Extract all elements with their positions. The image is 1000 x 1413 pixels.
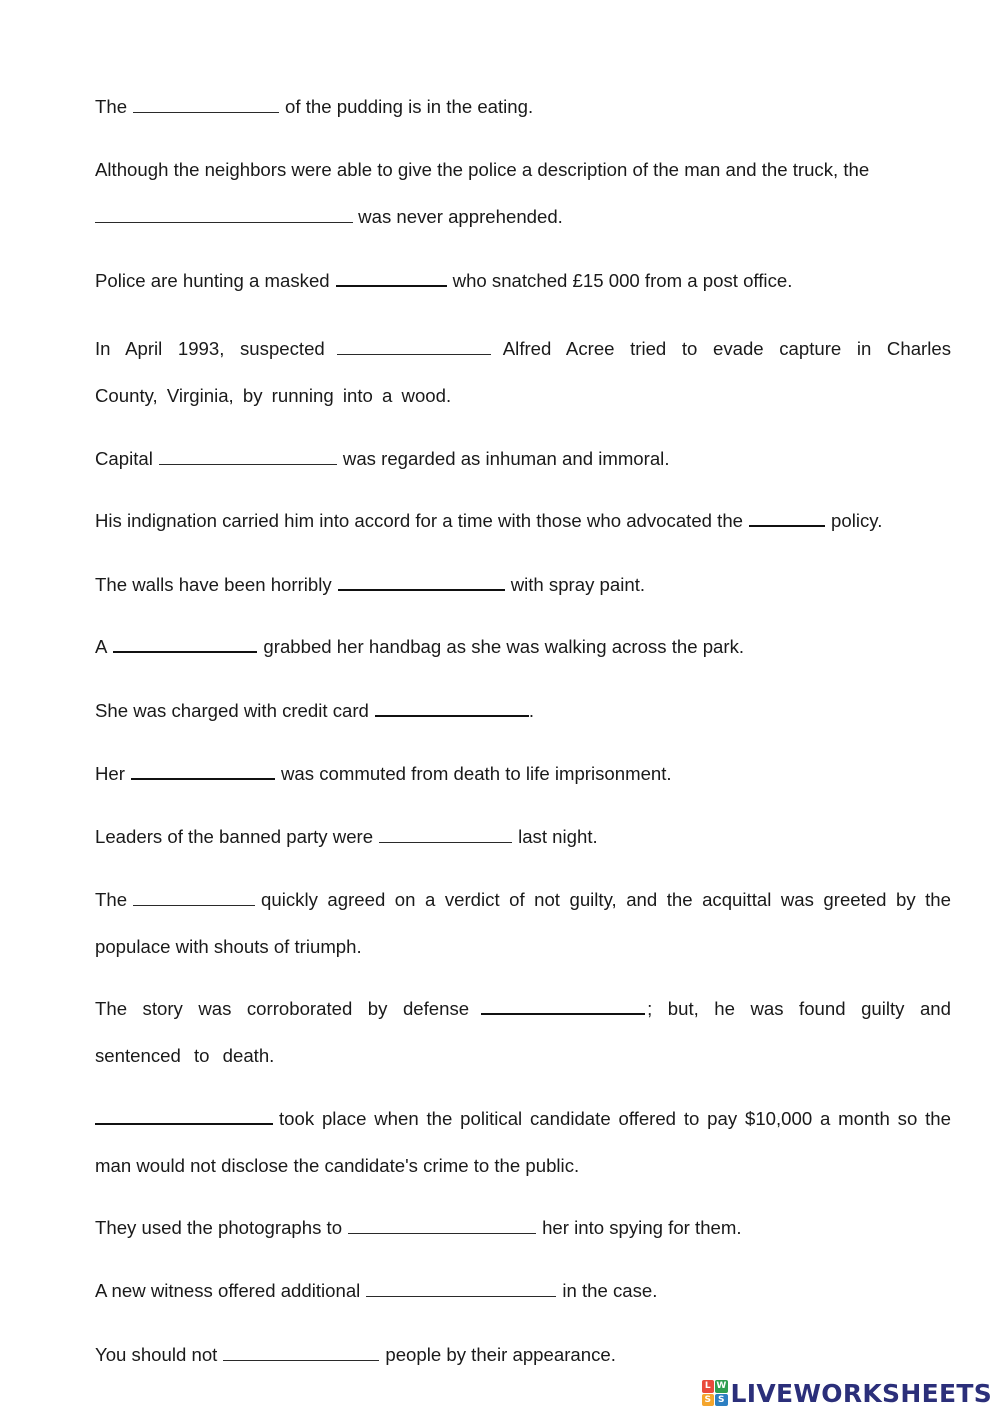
sentence-13-text-b: ; but, he was found guilty and sentenced to death. <box>95 998 951 1066</box>
liveworksheets-brand[interactable] <box>702 1379 992 1407</box>
answer-blank-3[interactable] <box>336 265 447 287</box>
sentence-6-text-b: policy. <box>831 510 883 531</box>
answer-blank-4[interactable] <box>337 334 491 355</box>
brand-name: LIVEWORKSHEETS <box>730 1378 992 1408</box>
sentence-8-text-a: A <box>95 636 108 657</box>
sentence-14-text-b: took place when the political candidate offered to pay $10,000 a month so the man would not disclose the candidate's crime to the public. <box>95 1108 951 1176</box>
sentence-4-text-a: In April 1993, suspected <box>95 338 325 359</box>
sentence-10-text-b: was commuted from death to life imprisonment. <box>280 763 672 784</box>
sentence-2 <box>95 146 951 240</box>
answer-blank-6[interactable] <box>749 505 825 527</box>
sentence-5-text-b: was regarded as inhuman and immoral. <box>342 448 670 469</box>
logo-tile-3: S <box>702 1394 715 1407</box>
sentence-5-text-a: Capital <box>95 448 153 469</box>
sentence-10-text-a: Her <box>95 763 125 784</box>
sentence-13-text-a: The story was corroborated by defense <box>95 998 470 1019</box>
answer-blank-1[interactable] <box>133 92 279 113</box>
sentence-6-text-a: His indignation carried him into accord for a time with those who advocated the <box>95 510 744 531</box>
logo-tile-4: S <box>715 1394 728 1407</box>
sentence-17-text-a: You should not <box>95 1344 218 1365</box>
sentence-6 <box>95 497 951 544</box>
answer-blank-5[interactable] <box>159 444 337 465</box>
sentence-17-text-b: people by their appearance. <box>385 1344 616 1365</box>
sentence-17 <box>95 1331 951 1378</box>
answer-blank-15[interactable] <box>348 1213 536 1234</box>
sentence-1-text-a: The <box>95 96 128 117</box>
sentence-13 <box>95 985 951 1079</box>
sentence-1-text-b: of the pudding is in the eating. <box>285 96 534 117</box>
sentence-7-text-a: The walls have been horribly <box>95 574 332 595</box>
sentence-5 <box>95 435 951 482</box>
sentence-8-text-b: grabbed her handbag as she was walking across the park. <box>263 636 745 657</box>
sentence-14 <box>95 1095 951 1189</box>
answer-blank-11[interactable] <box>379 822 512 843</box>
sentence-15-text-b: her into spying for them. <box>542 1217 742 1238</box>
sentence-16-text-b: in the case. <box>562 1280 658 1301</box>
sentence-7-text-b: with spray paint. <box>510 574 646 595</box>
sentence-12-text-a: The <box>95 889 128 910</box>
logo-tile-2: W <box>716 1381 727 1392</box>
answer-blank-12[interactable] <box>133 885 255 906</box>
sentence-11-text-b: last night. <box>518 826 598 847</box>
sentence-8 <box>95 623 951 670</box>
answer-blank-9[interactable] <box>375 695 529 717</box>
sentence-12 <box>95 876 951 970</box>
answer-blank-13[interactable] <box>481 993 645 1015</box>
sentence-4-text-b: Alfred Acree tried to evade capture in Charles County, Virginia, by running into a wood. <box>95 338 952 406</box>
sentence-4 <box>95 325 951 419</box>
answer-blank-14[interactable] <box>95 1103 273 1125</box>
sentence-3-text-b: who snatched £15 000 from a post office. <box>452 270 793 291</box>
sentence-3-text-a: Police are hunting a masked <box>95 270 330 291</box>
sentence-12-text-b: quickly agreed on a verdict of not guilty, and the acquittal was greeted by the populace with shouts of triumph. <box>95 889 951 957</box>
answer-blank-8[interactable] <box>113 631 257 653</box>
answer-blank-16[interactable] <box>366 1276 556 1297</box>
answer-blank-7[interactable] <box>338 569 505 591</box>
answer-blank-17[interactable] <box>223 1340 379 1361</box>
sentence-9-text-b: . <box>528 700 535 721</box>
sentence-11-text-a: Leaders of the banned party were <box>95 826 374 847</box>
sentence-15 <box>95 1204 951 1251</box>
sentence-11 <box>95 813 951 860</box>
sentence-7 <box>95 561 951 608</box>
sentence-2-text-a: Although the neighbors were able to give the police a description of the man and the truck, the <box>95 159 870 180</box>
sentence-16 <box>95 1267 951 1314</box>
sentence-2-text-b: was never apprehended. <box>358 206 563 227</box>
sentence-15-text-a: They used the photographs to <box>95 1217 343 1238</box>
logo-tile-1: L <box>702 1380 715 1393</box>
sentence-9 <box>95 687 951 734</box>
sentence-16-text-a: A new witness offered additional <box>95 1280 361 1301</box>
sentence-9-text-a: She was charged with credit card <box>95 700 369 721</box>
sentence-10 <box>95 750 951 797</box>
sentence-1 <box>95 83 951 130</box>
sentence-3 <box>95 257 951 304</box>
answer-blank-2[interactable] <box>95 202 353 223</box>
liveworksheets-logo-icon <box>702 1380 728 1406</box>
answer-blank-10[interactable] <box>131 758 275 780</box>
